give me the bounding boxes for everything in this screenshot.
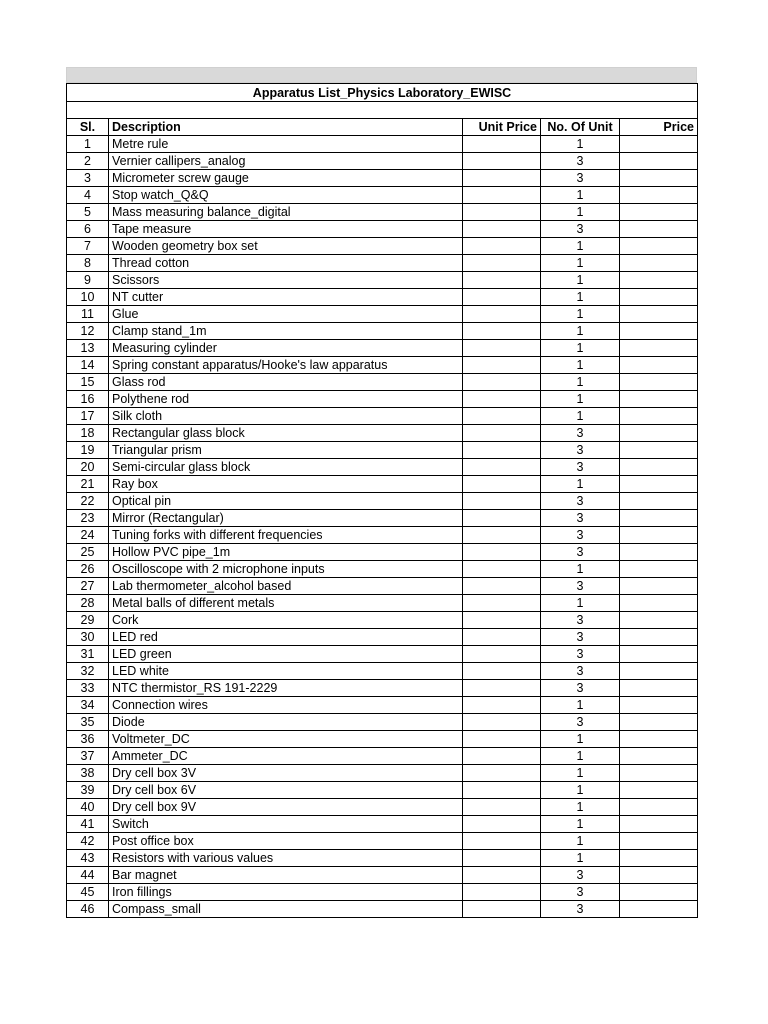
- cell-sl[interactable]: 2: [67, 153, 109, 170]
- cell-description[interactable]: Semi-circular glass block: [109, 459, 463, 476]
- cell-description[interactable]: NTC thermistor_RS 191-2229: [109, 680, 463, 697]
- cell-description[interactable]: Iron fillings: [109, 884, 463, 901]
- cell-unit-price[interactable]: [463, 867, 541, 884]
- cell-sl[interactable]: 23: [67, 510, 109, 527]
- cell-sl[interactable]: 37: [67, 748, 109, 765]
- cell-no-of-unit[interactable]: 3: [541, 153, 620, 170]
- table-row: [67, 901, 698, 918]
- cell-price[interactable]: [620, 799, 698, 816]
- table-row: [67, 833, 698, 850]
- table-row: [67, 697, 698, 714]
- cell-unit-price[interactable]: [463, 731, 541, 748]
- cell-description[interactable]: Measuring cylinder: [109, 340, 463, 357]
- table-row: [67, 663, 698, 680]
- cell-unit-price[interactable]: [463, 799, 541, 816]
- cell-unit-price[interactable]: [463, 850, 541, 867]
- cell-description[interactable]: Optical pin: [109, 493, 463, 510]
- cell-sl[interactable]: 18: [67, 425, 109, 442]
- cell-sl[interactable]: 12: [67, 323, 109, 340]
- cell-no-of-unit[interactable]: 3: [541, 527, 620, 544]
- header-description[interactable]: Description: [109, 119, 463, 136]
- cell-description[interactable]: Metre rule: [109, 136, 463, 153]
- cell-sl[interactable]: 31: [67, 646, 109, 663]
- cell-sl[interactable]: 20: [67, 459, 109, 476]
- cell-price[interactable]: [620, 867, 698, 884]
- cell-description[interactable]: Post office box: [109, 833, 463, 850]
- cell-sl[interactable]: 42: [67, 833, 109, 850]
- cell-unit-price[interactable]: [463, 476, 541, 493]
- cell-price[interactable]: [620, 765, 698, 782]
- cell-price[interactable]: [620, 663, 698, 680]
- cell-unit-price[interactable]: [463, 153, 541, 170]
- cell-no-of-unit[interactable]: 1: [541, 238, 620, 255]
- cell-unit-price[interactable]: [463, 782, 541, 799]
- cell-unit-price[interactable]: [463, 646, 541, 663]
- cell-sl[interactable]: 29: [67, 612, 109, 629]
- spreadsheet-sheet: [66, 67, 697, 918]
- cell-sl[interactable]: 10: [67, 289, 109, 306]
- table-row: [67, 289, 698, 306]
- table-row: [67, 136, 698, 153]
- cell-unit-price[interactable]: [463, 340, 541, 357]
- table-row: [67, 391, 698, 408]
- table-row: [67, 510, 698, 527]
- cell-no-of-unit[interactable]: 1: [541, 391, 620, 408]
- cell-sl[interactable]: 43: [67, 850, 109, 867]
- cell-no-of-unit[interactable]: 1: [541, 306, 620, 323]
- cell-unit-price[interactable]: [463, 204, 541, 221]
- table-row: [67, 612, 698, 629]
- cell-description[interactable]: Polythene rod: [109, 391, 463, 408]
- cell-sl[interactable]: 26: [67, 561, 109, 578]
- cell-price[interactable]: [620, 153, 698, 170]
- table-row: [67, 272, 698, 289]
- table-row: [67, 442, 698, 459]
- cell-price[interactable]: [620, 493, 698, 510]
- table-row: [67, 561, 698, 578]
- cell-sl[interactable]: 33: [67, 680, 109, 697]
- cell-description[interactable]: Ray box: [109, 476, 463, 493]
- cell-no-of-unit[interactable]: 3: [541, 646, 620, 663]
- cell-description[interactable]: Mirror (Rectangular): [109, 510, 463, 527]
- cell-unit-price[interactable]: [463, 442, 541, 459]
- cell-sl[interactable]: 34: [67, 697, 109, 714]
- table-row: [67, 340, 698, 357]
- table-row: [67, 782, 698, 799]
- cell-no-of-unit[interactable]: 3: [541, 629, 620, 646]
- cell-sl[interactable]: 28: [67, 595, 109, 612]
- cell-no-of-unit[interactable]: 1: [541, 816, 620, 833]
- cell-description[interactable]: LED green: [109, 646, 463, 663]
- cell-price[interactable]: [620, 459, 698, 476]
- cell-sl[interactable]: 32: [67, 663, 109, 680]
- cell-price[interactable]: [620, 595, 698, 612]
- cell-unit-price[interactable]: [463, 374, 541, 391]
- cell-price[interactable]: [620, 272, 698, 289]
- cell-price[interactable]: [620, 544, 698, 561]
- cell-description[interactable]: Compass_small: [109, 901, 463, 918]
- cell-description[interactable]: Thread cotton: [109, 255, 463, 272]
- cell-sl[interactable]: 8: [67, 255, 109, 272]
- table-row: [67, 238, 698, 255]
- cell-unit-price[interactable]: [463, 238, 541, 255]
- cell-price[interactable]: [620, 391, 698, 408]
- table-row: [67, 884, 698, 901]
- cell-sl[interactable]: 46: [67, 901, 109, 918]
- cell-description[interactable]: Mass measuring balance_digital: [109, 204, 463, 221]
- cell-description[interactable]: Diode: [109, 714, 463, 731]
- table-row: [67, 153, 698, 170]
- cell-no-of-unit[interactable]: 1: [541, 289, 620, 306]
- cell-price[interactable]: [620, 187, 698, 204]
- cell-description[interactable]: LED red: [109, 629, 463, 646]
- cell-price[interactable]: [620, 833, 698, 850]
- cell-no-of-unit[interactable]: 1: [541, 765, 620, 782]
- cell-no-of-unit[interactable]: 1: [541, 340, 620, 357]
- cell-no-of-unit[interactable]: 3: [541, 612, 620, 629]
- cell-unit-price[interactable]: [463, 561, 541, 578]
- cell-no-of-unit[interactable]: 3: [541, 425, 620, 442]
- cell-price[interactable]: [620, 289, 698, 306]
- cell-sl[interactable]: 7: [67, 238, 109, 255]
- cell-sl[interactable]: 36: [67, 731, 109, 748]
- table-row: [67, 646, 698, 663]
- cell-unit-price[interactable]: [463, 544, 541, 561]
- cell-description[interactable]: Oscilloscope with 2 microphone inputs: [109, 561, 463, 578]
- cell-price[interactable]: [620, 697, 698, 714]
- cell-no-of-unit[interactable]: 1: [541, 748, 620, 765]
- cell-description[interactable]: Scissors: [109, 272, 463, 289]
- cell-unit-price[interactable]: [463, 510, 541, 527]
- cell-price[interactable]: [620, 374, 698, 391]
- cell-description[interactable]: Dry cell box 3V: [109, 765, 463, 782]
- cell-description[interactable]: Spring constant apparatus/Hooke's law apparatus: [109, 357, 463, 374]
- cell-no-of-unit[interactable]: 3: [541, 884, 620, 901]
- cell-sl[interactable]: 17: [67, 408, 109, 425]
- cell-price[interactable]: [620, 476, 698, 493]
- cell-price[interactable]: [620, 901, 698, 918]
- header-sl[interactable]: Sl.: [67, 119, 109, 136]
- cell-sl[interactable]: 21: [67, 476, 109, 493]
- cell-price[interactable]: [620, 340, 698, 357]
- cell-price[interactable]: [620, 408, 698, 425]
- cell-no-of-unit[interactable]: 3: [541, 714, 620, 731]
- apparatus-table: [66, 83, 698, 918]
- cell-description[interactable]: Triangular prism: [109, 442, 463, 459]
- cell-no-of-unit[interactable]: 3: [541, 663, 620, 680]
- cell-no-of-unit[interactable]: 1: [541, 799, 620, 816]
- cell-no-of-unit[interactable]: 1: [541, 408, 620, 425]
- cell-sl[interactable]: 1: [67, 136, 109, 153]
- cell-sl[interactable]: 15: [67, 374, 109, 391]
- cell-unit-price[interactable]: [463, 306, 541, 323]
- table-row: [67, 731, 698, 748]
- cell-description[interactable]: Connection wires: [109, 697, 463, 714]
- cell-unit-price[interactable]: [463, 136, 541, 153]
- cell-sl[interactable]: 40: [67, 799, 109, 816]
- blank-row: [67, 102, 698, 119]
- cell-description[interactable]: Clamp stand_1m: [109, 323, 463, 340]
- cell-no-of-unit[interactable]: 3: [541, 170, 620, 187]
- table-row: [67, 306, 698, 323]
- cell-description[interactable]: Tuning forks with different frequencies: [109, 527, 463, 544]
- header-price[interactable]: Price: [620, 119, 698, 136]
- table-row: [67, 459, 698, 476]
- table-row: [67, 493, 698, 510]
- cell-no-of-unit[interactable]: 1: [541, 323, 620, 340]
- cell-price[interactable]: [620, 527, 698, 544]
- cell-sl[interactable]: 3: [67, 170, 109, 187]
- cell-unit-price[interactable]: [463, 765, 541, 782]
- cell-no-of-unit[interactable]: 3: [541, 493, 620, 510]
- table-row: [67, 476, 698, 493]
- table-row: [67, 255, 698, 272]
- cell-no-of-unit[interactable]: 3: [541, 442, 620, 459]
- cell-price[interactable]: [620, 680, 698, 697]
- cell-sl[interactable]: 6: [67, 221, 109, 238]
- cell-description[interactable]: Dry cell box 9V: [109, 799, 463, 816]
- cell-description[interactable]: Cork: [109, 612, 463, 629]
- cell-description[interactable]: Voltmeter_DC: [109, 731, 463, 748]
- cell-unit-price[interactable]: [463, 459, 541, 476]
- cell-sl[interactable]: 11: [67, 306, 109, 323]
- sheet-title[interactable]: Apparatus List_Physics Laboratory_EWISC: [67, 84, 698, 102]
- cell-unit-price[interactable]: [463, 714, 541, 731]
- cell-unit-price[interactable]: [463, 833, 541, 850]
- cell-unit-price[interactable]: [463, 578, 541, 595]
- cell-sl[interactable]: 19: [67, 442, 109, 459]
- cell-no-of-unit[interactable]: 1: [541, 136, 620, 153]
- cell-description[interactable]: Vernier callipers_analog: [109, 153, 463, 170]
- cell-no-of-unit[interactable]: 3: [541, 867, 620, 884]
- cell-no-of-unit[interactable]: 1: [541, 357, 620, 374]
- cell-price[interactable]: [620, 510, 698, 527]
- cell-price[interactable]: [620, 816, 698, 833]
- cell-no-of-unit[interactable]: 1: [541, 476, 620, 493]
- cell-description[interactable]: NT cutter: [109, 289, 463, 306]
- cell-price[interactable]: [620, 561, 698, 578]
- cell-unit-price[interactable]: [463, 391, 541, 408]
- table-row: [67, 323, 698, 340]
- table-row: [67, 850, 698, 867]
- cell-no-of-unit[interactable]: 1: [541, 374, 620, 391]
- cell-no-of-unit[interactable]: 1: [541, 255, 620, 272]
- cell-description[interactable]: Dry cell box 6V: [109, 782, 463, 799]
- cell-description[interactable]: Switch: [109, 816, 463, 833]
- cell-price[interactable]: [620, 578, 698, 595]
- table-row: [67, 221, 698, 238]
- cell-price[interactable]: [620, 442, 698, 459]
- cell-no-of-unit[interactable]: 3: [541, 680, 620, 697]
- header-no-of-unit[interactable]: No. Of Unit: [541, 119, 620, 136]
- table-row: [67, 357, 698, 374]
- table-row: [67, 765, 698, 782]
- table-row: [67, 714, 698, 731]
- cell-description[interactable]: Wooden geometry box set: [109, 238, 463, 255]
- cell-unit-price[interactable]: [463, 493, 541, 510]
- cell-no-of-unit[interactable]: 1: [541, 782, 620, 799]
- cell-price[interactable]: [620, 612, 698, 629]
- cell-unit-price[interactable]: [463, 357, 541, 374]
- cell-description[interactable]: Silk cloth: [109, 408, 463, 425]
- cell-description[interactable]: LED white: [109, 663, 463, 680]
- cell-unit-price[interactable]: [463, 612, 541, 629]
- cell-price[interactable]: [620, 629, 698, 646]
- cell-unit-price[interactable]: [463, 221, 541, 238]
- cell-sl[interactable]: 5: [67, 204, 109, 221]
- cell-sl[interactable]: 13: [67, 340, 109, 357]
- cell-no-of-unit[interactable]: 1: [541, 204, 620, 221]
- cell-sl[interactable]: 4: [67, 187, 109, 204]
- cell-no-of-unit[interactable]: 3: [541, 544, 620, 561]
- cell-unit-price[interactable]: [463, 527, 541, 544]
- cell-price[interactable]: [620, 425, 698, 442]
- cell-price[interactable]: [620, 850, 698, 867]
- cell-no-of-unit[interactable]: 3: [541, 221, 620, 238]
- cell-description[interactable]: Ammeter_DC: [109, 748, 463, 765]
- table-row: [67, 799, 698, 816]
- table-row: [67, 867, 698, 884]
- cell-unit-price[interactable]: [463, 272, 541, 289]
- cell-price[interactable]: [620, 255, 698, 272]
- table-row: [67, 374, 698, 391]
- cell-sl[interactable]: 44: [67, 867, 109, 884]
- cell-sl[interactable]: 41: [67, 816, 109, 833]
- table-row: [67, 816, 698, 833]
- cell-price[interactable]: [620, 884, 698, 901]
- cell-price[interactable]: [620, 646, 698, 663]
- cell-unit-price[interactable]: [463, 680, 541, 697]
- cell-sl[interactable]: 45: [67, 884, 109, 901]
- cell-description[interactable]: Lab thermometer_alcohol based: [109, 578, 463, 595]
- cell-description[interactable]: Glue: [109, 306, 463, 323]
- table-row: [67, 595, 698, 612]
- table-row: [67, 425, 698, 442]
- cell-price[interactable]: [620, 136, 698, 153]
- cell-no-of-unit[interactable]: 3: [541, 510, 620, 527]
- table-row: [67, 680, 698, 697]
- table-row: [67, 578, 698, 595]
- cell-description[interactable]: Hollow PVC pipe_1m: [109, 544, 463, 561]
- cell-sl[interactable]: 30: [67, 629, 109, 646]
- cell-description[interactable]: Rectangular glass block: [109, 425, 463, 442]
- cell-description[interactable]: Stop watch_Q&Q: [109, 187, 463, 204]
- table-row: [67, 527, 698, 544]
- table-row: [67, 204, 698, 221]
- cell-price[interactable]: [620, 204, 698, 221]
- cell-sl[interactable]: 27: [67, 578, 109, 595]
- cell-unit-price[interactable]: [463, 629, 541, 646]
- cell-no-of-unit[interactable]: 1: [541, 561, 620, 578]
- cell-unit-price[interactable]: [463, 595, 541, 612]
- cell-sl[interactable]: 14: [67, 357, 109, 374]
- cell-description[interactable]: Glass rod: [109, 374, 463, 391]
- table-row: [67, 170, 698, 187]
- cell-price[interactable]: [620, 170, 698, 187]
- header-band: [66, 67, 697, 83]
- cell-price[interactable]: [620, 357, 698, 374]
- cell-no-of-unit[interactable]: 1: [541, 833, 620, 850]
- cell-unit-price[interactable]: [463, 748, 541, 765]
- cell-unit-price[interactable]: [463, 663, 541, 680]
- cell-sl[interactable]: 9: [67, 272, 109, 289]
- cell-price[interactable]: [620, 748, 698, 765]
- table-row: [67, 748, 698, 765]
- cell-unit-price[interactable]: [463, 323, 541, 340]
- table-row: [67, 187, 698, 204]
- cell-price[interactable]: [620, 221, 698, 238]
- cell-price[interactable]: [620, 731, 698, 748]
- cell-no-of-unit[interactable]: 1: [541, 697, 620, 714]
- cell-unit-price[interactable]: [463, 408, 541, 425]
- cell-sl[interactable]: 39: [67, 782, 109, 799]
- cell-no-of-unit[interactable]: 3: [541, 901, 620, 918]
- title-row: [67, 84, 698, 102]
- table-row: [67, 544, 698, 561]
- cell-sl[interactable]: 38: [67, 765, 109, 782]
- blank-cell[interactable]: [67, 102, 698, 119]
- cell-description[interactable]: Resistors with various values: [109, 850, 463, 867]
- cell-description[interactable]: Tape measure: [109, 221, 463, 238]
- cell-no-of-unit[interactable]: 1: [541, 272, 620, 289]
- cell-unit-price[interactable]: [463, 289, 541, 306]
- cell-price[interactable]: [620, 782, 698, 799]
- cell-unit-price[interactable]: [463, 425, 541, 442]
- cell-unit-price[interactable]: [463, 697, 541, 714]
- cell-price[interactable]: [620, 714, 698, 731]
- cell-no-of-unit[interactable]: 1: [541, 187, 620, 204]
- cell-no-of-unit[interactable]: 1: [541, 850, 620, 867]
- cell-unit-price[interactable]: [463, 255, 541, 272]
- table-row: [67, 629, 698, 646]
- cell-sl[interactable]: 16: [67, 391, 109, 408]
- cell-no-of-unit[interactable]: 1: [541, 731, 620, 748]
- cell-unit-price[interactable]: [463, 170, 541, 187]
- cell-sl[interactable]: 24: [67, 527, 109, 544]
- cell-description[interactable]: Micrometer screw gauge: [109, 170, 463, 187]
- cell-description[interactable]: Bar magnet: [109, 867, 463, 884]
- cell-price[interactable]: [620, 306, 698, 323]
- cell-sl[interactable]: 25: [67, 544, 109, 561]
- cell-price[interactable]: [620, 323, 698, 340]
- cell-sl[interactable]: 22: [67, 493, 109, 510]
- cell-no-of-unit[interactable]: 3: [541, 459, 620, 476]
- cell-no-of-unit[interactable]: 3: [541, 578, 620, 595]
- cell-unit-price[interactable]: [463, 901, 541, 918]
- column-header-row: [67, 119, 698, 136]
- cell-unit-price[interactable]: [463, 187, 541, 204]
- table-row: [67, 408, 698, 425]
- cell-sl[interactable]: 35: [67, 714, 109, 731]
- header-unit-price[interactable]: Unit Price: [463, 119, 541, 136]
- cell-description[interactable]: Metal balls of different metals: [109, 595, 463, 612]
- cell-unit-price[interactable]: [463, 816, 541, 833]
- cell-no-of-unit[interactable]: 1: [541, 595, 620, 612]
- cell-unit-price[interactable]: [463, 884, 541, 901]
- cell-price[interactable]: [620, 238, 698, 255]
